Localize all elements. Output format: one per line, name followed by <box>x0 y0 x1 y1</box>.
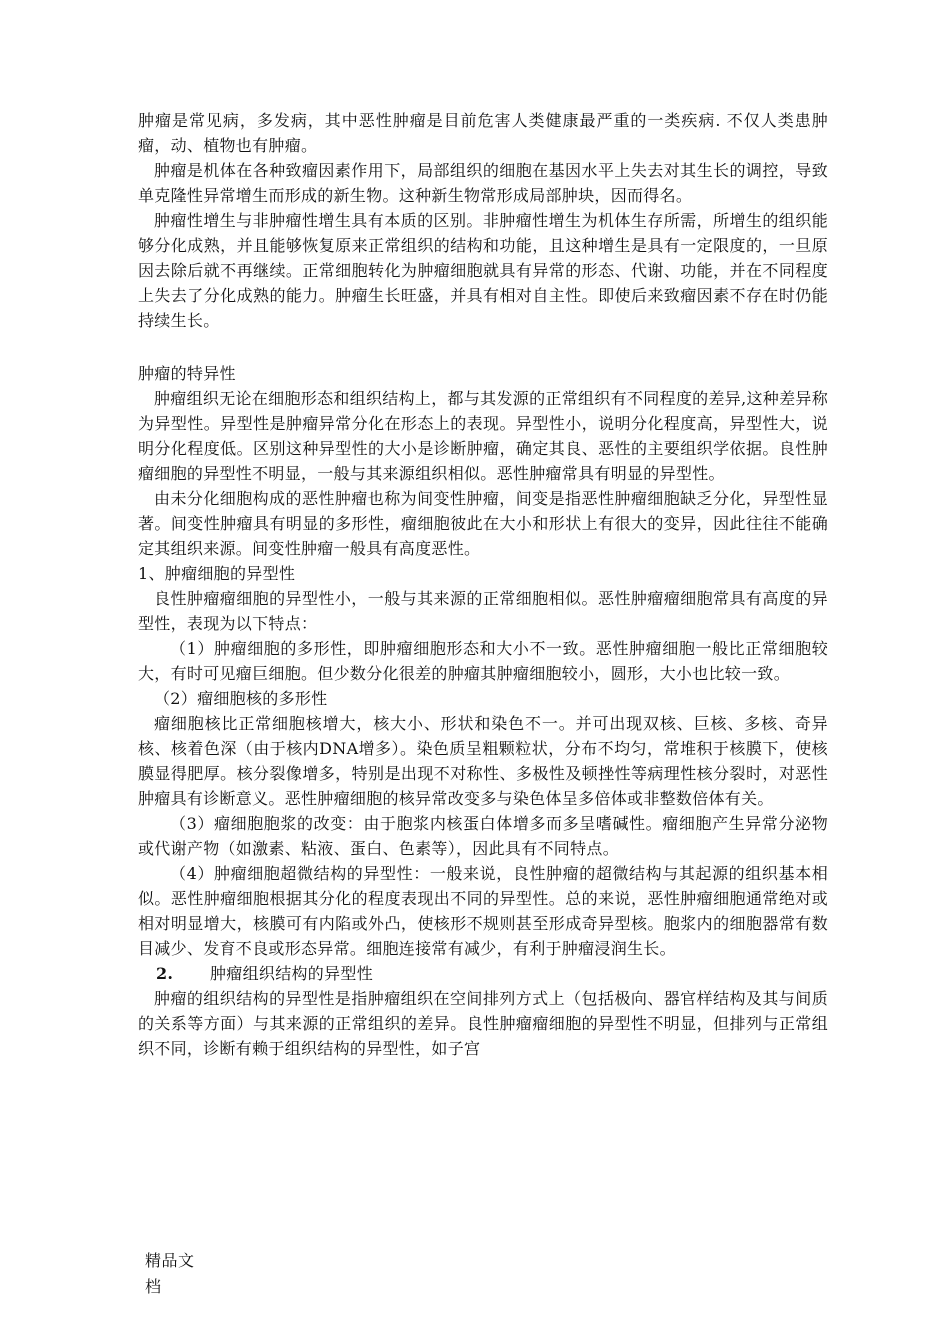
paragraph-atypia: 肿瘤组织无论在细胞形态和组织结构上，都与其发源的正常组织有不同程度的差异,这种差异称为异型性。异型性是肿瘤异常分化在形态上的表现。异型性小，说明分化程度高，异型性大，说明分化程度低。区别这种异型性的大小是诊断肿瘤，确定其良、恶性的主要组织学依据。良性肿瘤细胞的异型性不明显，一般与其来源组织相似。恶性肿瘤常具有明显的异型性。 <box>138 389 828 483</box>
paragraph-intro: 肿瘤是常见病，多发病，其中恶性肿瘤是目前危害人类健康最严重的一类疾病. 不仅人类患肿瘤，动、植物也有肿瘤。 <box>138 111 828 155</box>
footer-watermark <box>145 1248 215 1300</box>
section-number: 2. <box>156 964 174 983</box>
paragraph-cytoplasm: （3）瘤细胞胞浆的改变：由于胞浆内核蛋白体增多而多呈嗜碱性。瘤细胞产生异常分泌物或代谢产物（如激素、粘液、蛋白、色素等），因此具有不同特点。 <box>138 814 828 858</box>
section-title: 肿瘤组织结构的异型性 <box>210 964 374 983</box>
document-body <box>138 108 828 1061</box>
footer-line-2: 档 <box>145 1277 162 1296</box>
section-heading-specificity: 肿瘤的特异性 <box>138 364 236 383</box>
section-heading-tissue-atypia <box>138 961 828 986</box>
paragraph-ultrastructure: （4）肿瘤细胞超微结构的异型性：一般来说，良性肿瘤的超微结构与其起源的组织基本相似。恶性肿瘤细胞根据其分化的程度表现出不同的异型性。总的来说，恶性肿瘤细胞通常绝对或相对明显增大，核膜可有内陷或外凸，使核形不规则甚至形成奇异型核。胞浆内的细胞器常有数目减少、发育不良或形态异常。细胞连接常有减少，有利于肿瘤浸润生长。 <box>138 864 828 958</box>
paragraph-neoplastic-vs-non: 肿瘤性增生与非肿瘤性增生具有本质的区别。非肿瘤性增生为机体生存所需，所增生的组织能够分化成熟，并且能够恢复原来正常组织的结构和功能，且这种增生是具有一定限度的，一旦原因去除后就不再继续。正常细胞转化为肿瘤细胞就具有异常的形态、代谢、功能，并在不同程度上失去了分化成熟的能力。肿瘤生长旺盛，并具有相对自主性。即使后来致瘤因素不存在时仍能持续生长。 <box>138 211 828 330</box>
footer-line-1: 精品文 <box>145 1251 195 1270</box>
paragraph-anaplasia: 由未分化细胞构成的恶性肿瘤也称为间变性肿瘤，间变是指恶性肿瘤细胞缺乏分化，异型性显著。间变性肿瘤具有明显的多形性，瘤细胞彼此在大小和形状上有很大的变异，因此往往不能确定其组织来源。间变性肿瘤一般具有高度恶性。 <box>138 489 828 558</box>
section-heading-cell-atypia: 1、肿瘤细胞的异型性 <box>138 564 296 583</box>
paragraph-definition: 肿瘤是机体在各种致瘤因素作用下，局部组织的细胞在基因水平上失去对其生长的调控，导致单克隆性异常增生而形成的新生物。这种新生物常形成局部肿块，因而得名。 <box>138 161 828 205</box>
paragraph-cell-atypia-intro: 良性肿瘤瘤细胞的异型性小，一般与其来源的正常细胞相似。恶性肿瘤瘤细胞常具有高度的异型性，表现为以下特点： <box>138 589 828 633</box>
paragraph-tissue-atypia: 肿瘤的组织结构的异型性是指肿瘤组织在空间排列方式上（包括极向、器官样结构及其与间质的关系等方面）与其来源的正常组织的差异。良性肿瘤瘤细胞的异型性不明显，但排列与正常组织不同，诊断有赖于组织结构的异型性，如子宫 <box>138 989 828 1058</box>
paragraph-pleomorphism: （1）肿瘤细胞的多形性，即肿瘤细胞形态和大小不一致。恶性肿瘤细胞一般比正常细胞较大，有时可见瘤巨细胞。但少数分化很差的肿瘤其肿瘤细胞较小，圆形，大小也比较一致。 <box>138 639 828 683</box>
subheading-nuclear-pleomorphism: （2）瘤细胞核的多形性 <box>154 689 328 708</box>
paragraph-nuclear: 瘤细胞核比正常细胞核增大，核大小、形状和染色不一。并可出现双核、巨核、多核、奇异核、核着色深（由于核内DNA增多）。染色质呈粗颗粒状，分布不均匀，常堆积于核膜下，使核膜显得肥厚。核分裂像增多，特别是出现不对称性、多极性及顿挫性等病理性核分裂时，对恶性肿瘤具有诊断意义。恶性肿瘤细胞的核异常改变多与染色体呈多倍体或非整数倍体有关。 <box>138 714 828 808</box>
